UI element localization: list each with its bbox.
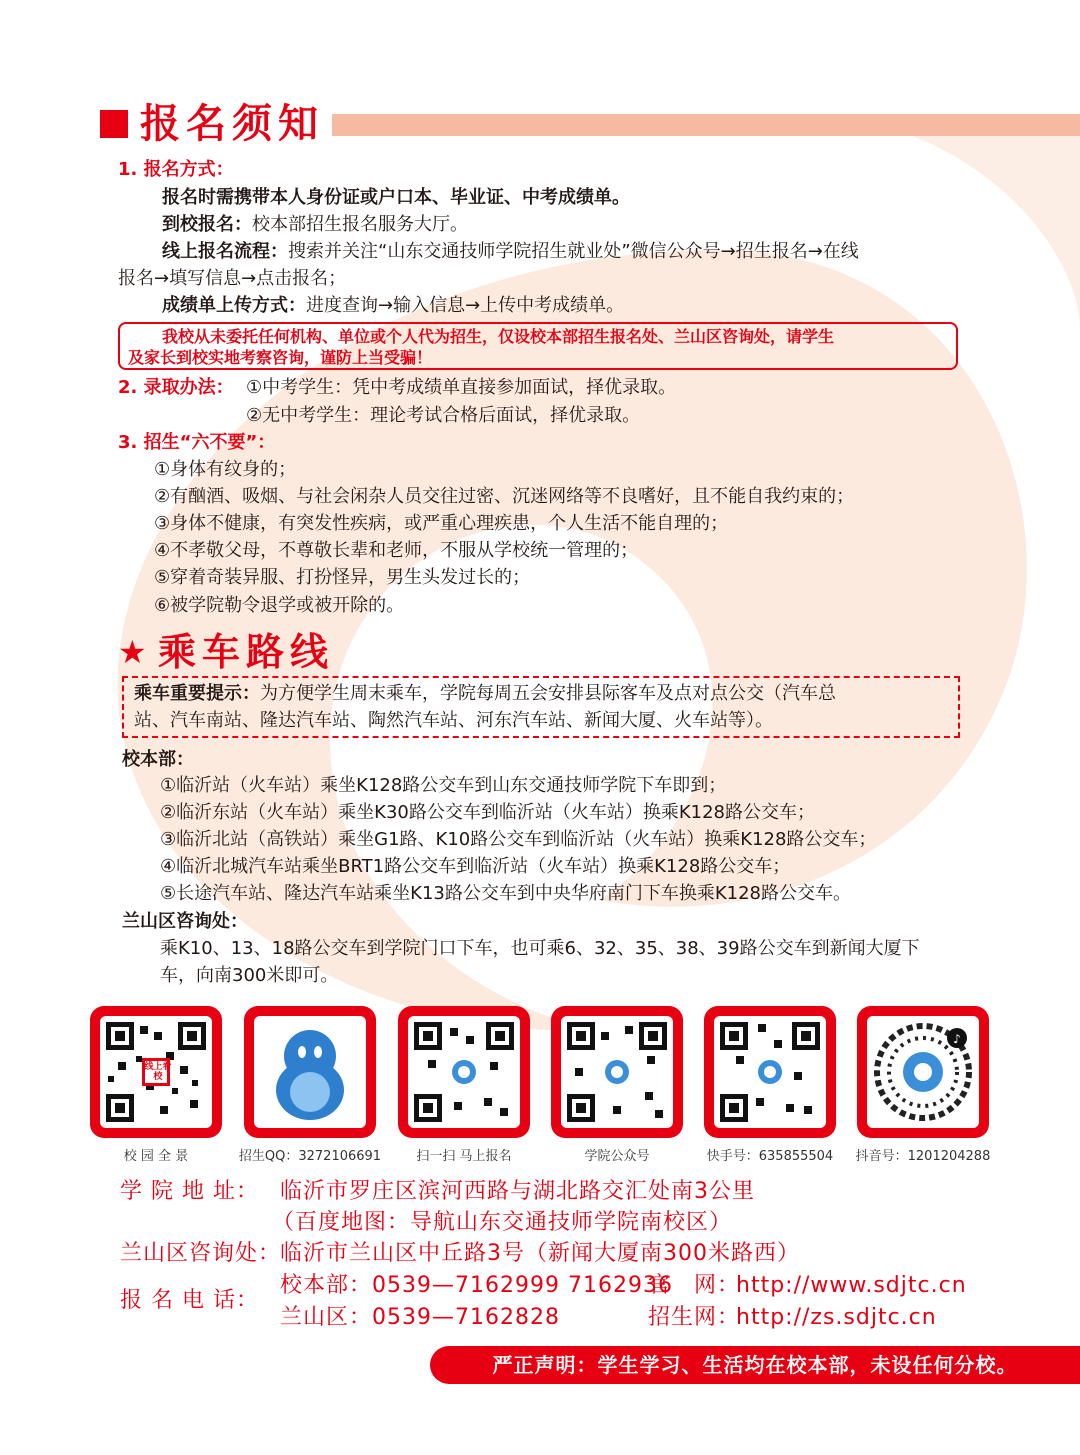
- zs-label: 招生网：: [648, 1305, 741, 1330]
- qr-code-icon: [720, 1022, 820, 1122]
- item1-online-cont: 报名→填写信息→点击报名；: [118, 268, 347, 289]
- upload-label: 成绩单上传方式：: [162, 295, 306, 316]
- six-item: ①身体有纹身的；: [154, 459, 297, 480]
- qr-qq[interactable]: [244, 1006, 376, 1138]
- qr-caption: 学院公众号: [584, 1149, 650, 1164]
- address-map: （百度地图：导航山东交通技师学院南校区）: [272, 1210, 733, 1235]
- phone-lanshan: 兰山区：0539—7162828: [280, 1305, 560, 1330]
- lanshan-contact-label: 兰山区咨询处：: [120, 1241, 282, 1266]
- tip-text1: 为方便学生周末乘车，学院每周五会安排县际客车及点对点公交（汽车总: [260, 683, 836, 704]
- douyin-code-icon: [873, 1022, 973, 1122]
- statement-banner: 严正声明：学生学习、生活均在校本部，未设任何分校。: [430, 1346, 1080, 1384]
- lanshan-label: 兰山区咨询处：: [122, 911, 248, 932]
- site-label: 官 网：: [648, 1273, 741, 1298]
- site-url[interactable]: http://www.sdjtc.cn: [736, 1273, 967, 1298]
- qr-caption: 快手号：635855504: [706, 1149, 834, 1164]
- six-item: ⑤穿着奇装异服、打扮怪异，男生头发过长的；: [154, 567, 531, 588]
- star-icon: ★: [118, 633, 147, 671]
- route-tip-box: [122, 676, 960, 738]
- six-item: ④不孝敬父母，不尊敬长辈和老师，不服从学校统一管理的；: [154, 540, 639, 561]
- six-item: ②有酗酒、吸烟、与社会闲杂人员交往过密、沉迷网络等不良嗜好，且不能自我约束的；: [154, 486, 855, 507]
- address-text: 临沂市罗庄区滨河西路与湖北路交汇处南3公里: [280, 1179, 755, 1204]
- item2-label: 2. 录取办法：: [118, 377, 234, 398]
- route-title: 乘车路线: [158, 630, 335, 674]
- qr-caption: 校 园 全 景: [123, 1149, 189, 1164]
- item2-a: ①中考学生：凭中考成绩单直接参加面试，择优录取。: [246, 377, 677, 398]
- route-item: ①临沂站（火车站）乘坐K128路公交车到山东交通技师学院下车即到；: [160, 775, 727, 796]
- qr-caption: 抖音号：1201204288: [855, 1149, 991, 1164]
- route-item: ④临沂北城汽车站乘坐BRT1路公交车到临沂站（火车站）换乘K128路公交车；: [160, 856, 791, 877]
- qr-wechat-official[interactable]: [551, 1006, 683, 1138]
- onsite-label: 到校报名：: [162, 214, 252, 235]
- item1-label: 1. 报名方式：: [118, 159, 234, 180]
- item3-label: 3. 招生“六不要”：: [118, 432, 276, 453]
- lanshan-line1: 乘K10、13、18路公交车到学院门口下车，也可乘6、32、35、38、39路公交车到新闻大厦下: [160, 938, 920, 959]
- item1-upload: [162, 292, 624, 320]
- item1-onsite: [162, 211, 468, 239]
- lanshan-contact-text: 临沂市兰山区中丘路3号（新闻大厦南300米路西）: [280, 1241, 800, 1266]
- tip-label: 乘车重要提示：: [134, 683, 260, 704]
- qr-kuaishou[interactable]: [704, 1006, 836, 1138]
- qr-signup[interactable]: [398, 1006, 530, 1138]
- signup-title: 报名须知: [140, 101, 324, 147]
- six-item: ③身体不健康，有突发性疾病，或严重心理疾患，个人生活不能自理的；: [154, 513, 729, 534]
- qr-caption: 招生QQ：3272106691: [238, 1149, 382, 1164]
- upload-text: 进度查询→输入信息→上传中考成绩单。: [306, 295, 625, 316]
- item2-b: ②无中考学生：理论考试合格后面试，择优录取。: [246, 405, 641, 426]
- route-item: ③临沂北站（高铁站）乘坐G1路、K10路公交车到临沂站（火车站）换乘K128路公交车；: [160, 829, 877, 850]
- warning-box: [118, 322, 958, 370]
- qq-penguin-icon: [260, 1022, 360, 1122]
- phone-main: 校本部：0539—7162999 7162936: [280, 1273, 673, 1298]
- qr-caption: 扫一扫 马上报名: [416, 1149, 512, 1164]
- onsite-text: 校本部招生报名服务大厅。: [252, 214, 468, 235]
- six-item: ⑥被学院勒令退学或被开除的。: [154, 595, 405, 616]
- qr-campus-view[interactable]: [90, 1006, 222, 1138]
- signup-header: [100, 96, 1080, 152]
- lanshan-line2: 车，向南300米即可。: [160, 965, 339, 986]
- warning-line1: 我校从未委托任何机构、单位或个人代为招生，仅设校本部招生报名处、兰山区咨询处，请学生: [162, 327, 835, 346]
- tip-text2: 站、汽车南站、隆达汽车站、陶然汽车站、河东汽车站、新闻大厦、火车站等）。: [134, 710, 773, 731]
- phone-label: 报 名 电 话：: [120, 1288, 259, 1313]
- online-text: 搜索并关注“山东交通技师学院招生就业处”微信公众号→招生报名→在线: [288, 241, 859, 262]
- main-campus-label: 校本部：: [122, 749, 194, 770]
- header-square-icon: [100, 110, 128, 138]
- online-label: 线上报名流程：: [162, 241, 288, 262]
- item1-line1: 报名时需携带本人身份证或户口本、毕业证、中考成绩单。: [162, 187, 630, 208]
- route-item: ②临沂东站（火车站）乘坐K30路公交车到临沂站（火车站）换乘K128路公交车；: [160, 802, 816, 823]
- qr-badge: 线上看校: [144, 1062, 172, 1082]
- address-label: 学 院 地 址：: [120, 1179, 259, 1204]
- qr-code-icon: [567, 1022, 667, 1122]
- svg-text:♪: ♪: [953, 1032, 961, 1046]
- route-item: ⑤长途汽车站、隆达汽车站乘坐K13路公交车到中央华府南门下车换乘K128路公交车。: [160, 883, 852, 904]
- header-bar: [332, 114, 1080, 136]
- zs-url[interactable]: http://zs.sdjtc.cn: [736, 1305, 937, 1330]
- qr-code-icon: [414, 1022, 514, 1122]
- warning-line2: 及家长到校实地考察咨询，谨防上当受骗！: [128, 348, 433, 367]
- qr-douyin[interactable]: [857, 1006, 989, 1138]
- item1-online: [162, 238, 859, 266]
